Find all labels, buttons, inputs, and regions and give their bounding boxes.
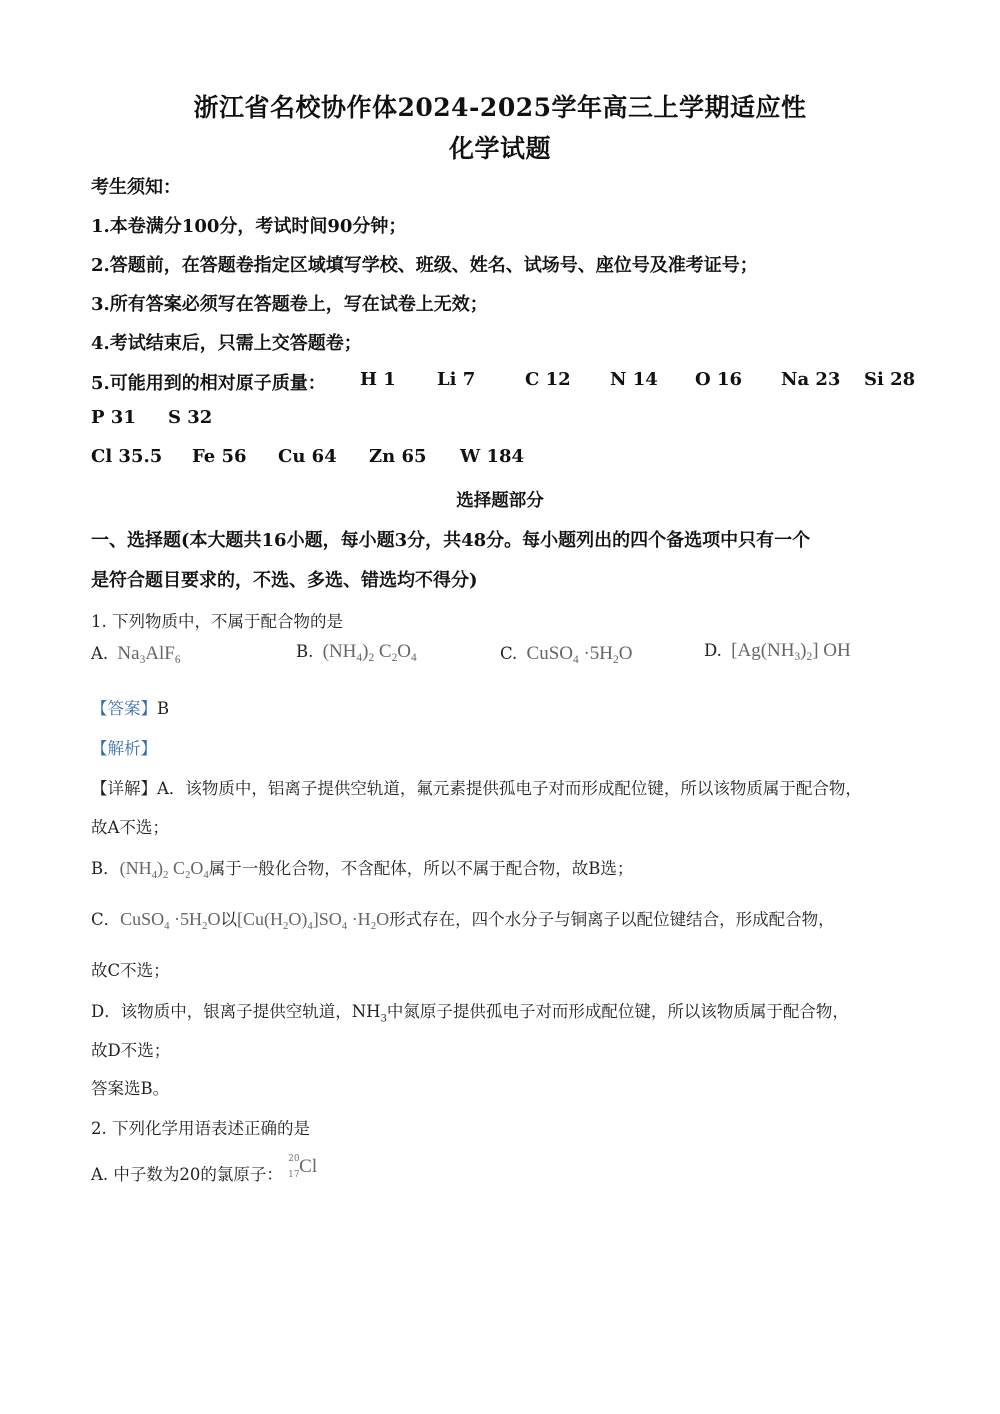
notice-item-5-label: 5.可能用到的相对原子质量：	[91, 373, 326, 394]
detail-c-mid: 以	[220, 910, 237, 929]
notice-heading: 考生须知：	[91, 177, 181, 198]
q1-option-a	[91, 643, 181, 666]
element-symbol: Cl	[299, 1156, 318, 1177]
atomic-mass-item: Si 28	[864, 369, 916, 390]
formula-ag-nh3-2-oh: $[Ag(NH_3)_2]$ OH	[731, 640, 851, 663]
atomic-mass-item: Fe 56	[192, 446, 247, 467]
detail-line-2: 故A不选；	[91, 818, 169, 837]
q1-stem: 1. 下列物质中，不属于配合物的是	[91, 612, 343, 631]
answer-tag: 【答案】	[91, 699, 157, 718]
detail-line-1: 【详解】A．该物质中，铝离子提供空轨道，氟元素提供孤电子对而形成配位键，所以该物质属于配合物，	[91, 779, 862, 798]
atomic-mass-item: H 1	[360, 369, 396, 390]
atomic-mass-item: Zn 65	[369, 446, 427, 467]
q1-option-b-label: B.	[296, 642, 314, 661]
atomic-mass-item: O 16	[695, 369, 742, 390]
formula-cuso4-5h2o: CuSO$_4$ $\cdot 5H_2O$	[120, 909, 221, 932]
q1-option-d	[704, 640, 851, 663]
detail-option-c	[91, 906, 835, 932]
q2-stem: 2. 下列化学用语表述正确的是	[91, 1119, 310, 1138]
atomic-mass-item: S 32	[168, 407, 213, 428]
formula-nh4-2-c2o4: $(NH_4)_2$ $C_2O_4$	[119, 858, 209, 881]
notice-item-4: 4.考试结束后，只需上交答题卷；	[91, 333, 362, 354]
part-instruction-line2: 是符合题目要求的，不选、多选、错选均不得分)	[91, 570, 478, 591]
q1-option-c	[500, 643, 632, 666]
detail-option-d	[91, 998, 849, 1024]
detail-d-line-2: 故D不选；	[91, 1041, 171, 1060]
atomic-mass-item: N 14	[610, 369, 658, 390]
q1-answer-line	[91, 695, 169, 719]
nuclide-symbol	[288, 1154, 328, 1184]
section-heading: 选择题部分	[456, 491, 544, 511]
answer-value: B	[157, 699, 170, 718]
formula-na3alf6: $Na_3AlF_6$	[117, 643, 181, 666]
q1-option-c-label: C.	[500, 644, 518, 663]
atomic-mass-item: Li 7	[437, 369, 476, 390]
formula-cu-h2o-4-so4-h2o: $[Cu(H_2O)_4]SO_4 \cdot H_2O$	[236, 909, 390, 932]
atomic-mass-item: Na 23	[781, 369, 841, 390]
detail-b-label: B．	[91, 859, 120, 878]
q2-option-a-text: A. 中子数为20的氯原子：	[91, 1165, 283, 1184]
formula-nh4-2-c2o4: $(NH_4)_2$ $C_2O_4$	[322, 641, 417, 664]
q1-option-b	[296, 641, 417, 664]
detail-d-text-pre: D．该物质中，银离子提供空轨道，NH	[91, 1002, 381, 1021]
exam-title-line2: 化学试题	[448, 134, 551, 163]
detail-c-line-2: 故C不选；	[91, 961, 170, 980]
exam-title-line1: 浙江省名校协作体2024-2025学年高三上学期适应性	[193, 93, 807, 122]
detail-option-b	[91, 855, 633, 881]
notice-item-1: 1.本卷满分100分，考试时间90分钟；	[91, 216, 407, 237]
analysis-tag: 【解析】	[91, 739, 157, 758]
q1-conclusion: 答案选B。	[91, 1079, 170, 1098]
part-instruction-line1: 一、选择题(本大题共16小题，每小题3分，共48分。每小题列出的四个备选项中只有一个	[91, 530, 811, 551]
mass-number: 20	[288, 1154, 300, 1164]
atomic-mass-item: P 31	[91, 407, 136, 428]
detail-d-text-post: 中氮原子提供孤电子对而形成配位键，所以该物质属于配合物，	[386, 1002, 849, 1021]
notice-item-2: 2.答题前，在答题卷指定区域填写学校、班级、姓名、试场号、座位号及准考证号；	[91, 255, 758, 276]
atomic-number: 17	[288, 1170, 300, 1180]
q2-option-a	[91, 1154, 328, 1185]
atomic-mass-item: W 184	[460, 446, 525, 467]
detail-d-subscript: 3	[380, 1013, 387, 1025]
detail-c-text: 形式存在，四个水分子与铜离子以配位键结合，形成配合物，	[389, 910, 835, 929]
atomic-mass-item: Cl 35.5	[91, 446, 163, 467]
atomic-mass-item: Cu 64	[278, 446, 337, 467]
formula-cuso4-5h2o: CuSO$_4$ $\cdot 5H_2O$	[526, 643, 633, 666]
detail-b-text: 属于一般化合物，不含配体，所以不属于配合物，故B选；	[208, 859, 634, 878]
q1-option-d-label: D.	[704, 641, 722, 660]
q1-option-a-label: A.	[91, 644, 109, 663]
notice-item-3: 3.所有答案必须写在答题卷上，写在试卷上无效；	[91, 294, 488, 315]
detail-c-label: C．	[91, 910, 121, 929]
atomic-mass-item: C 12	[525, 369, 571, 390]
